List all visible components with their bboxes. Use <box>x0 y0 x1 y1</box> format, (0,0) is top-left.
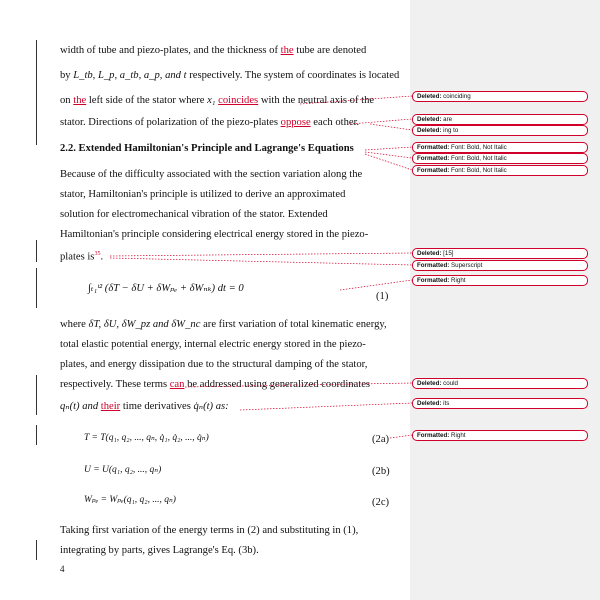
equation-2b: U = U(q₁, q₂, ..., qₙ) <box>84 465 162 475</box>
page-number: 4 <box>60 564 65 574</box>
revision-balloon[interactable]: Deleted: coinciding <box>412 91 588 102</box>
inline-math: x₁ <box>207 95 216 106</box>
text-line: where δT, δU, δW_pz and δW_nc are first variation of total kinematic energy, <box>60 319 387 330</box>
markup-margin-pane <box>410 0 600 600</box>
text-line: stator, Hamiltonian's principle is utilized to derive an approximated <box>60 189 346 200</box>
text-line: integrating by parts, gives Lagrange's Eq. (3b). <box>60 545 259 556</box>
text-line: width of tube and piezo-plates, and the thickness of the tube are denoted <box>60 45 367 56</box>
change-bar <box>36 540 37 560</box>
change-bar <box>36 375 37 415</box>
revision-balloon[interactable]: Formatted: Right <box>412 275 588 286</box>
change-bar <box>36 268 37 308</box>
text-line: plates $is^{35}$. <box>60 251 104 263</box>
text-line: respectively. These terms can be addressed using generalized coordinates <box>60 379 371 390</box>
revision-balloon[interactable]: Formatted: Font: Bold, Not Italic <box>412 165 588 176</box>
text-line: by L_tb, L_p, a_tb, a_p, and t respectively. The system of coordinates is located <box>60 70 400 81</box>
equation-2c: Wₚₑ = Wₚₑ(q₁, q₂, ..., qₙ) <box>84 495 176 505</box>
text-line: total elastic potential energy, internal electric energy stored in the piezo- <box>60 339 366 350</box>
inline-math: q̇ₙ(t) as: <box>193 401 229 412</box>
change-bar <box>36 40 37 145</box>
revision-balloon[interactable]: Formatted: Superscript <box>412 260 588 271</box>
equation-number: (2c) <box>372 497 390 508</box>
change-bar <box>36 240 37 262</box>
text-line: plates, and energy dissipation due to the structural damping of the stator, <box>60 359 368 370</box>
revision-balloon[interactable]: Formatted: Right <box>412 430 588 441</box>
equation-number: (2b) <box>372 466 390 477</box>
revision-balloon[interactable]: Deleted: ing to <box>412 125 588 136</box>
revision-balloon[interactable]: Deleted: [15] <box>412 248 588 259</box>
text-line: stator. Directions of polarization of the piezo-plates oppose each other. <box>60 117 360 128</box>
inline-math: L_tb, L_p, a_tb, a_p, and t <box>73 70 187 81</box>
change-bar <box>36 425 37 445</box>
text-line: Because of the difficulty associated with the section variation along the <box>60 169 363 180</box>
equation-1: ∫ₜ₁ᵗ² (δT − δU + δWₚₑ + δWₙₖ) dt = 0 <box>88 283 244 294</box>
revision-balloon[interactable]: Deleted: its <box>412 398 588 409</box>
revision-balloon[interactable]: Formatted: Font: Bold, Not Italic <box>412 142 588 153</box>
revision-balloon[interactable]: Formatted: Font: Bold, Not Italic <box>412 153 588 164</box>
text-line: on the left side of the stator where x₁ coincides with the neutral axis of the <box>60 95 375 106</box>
equation-2a: T = T(q₁, q₂, ..., qₙ, q̇₁, q̇₂, ..., q̇ₙ) <box>84 433 209 443</box>
inline-math: qₙ(t) and <box>60 401 99 412</box>
text-line: Taking first variation of the energy terms in (2) and substituting in (1), <box>60 525 359 536</box>
text-line: qₙ(t) and their time derivatives q̇ₙ(t) as: <box>60 401 229 412</box>
text-line: Hamiltonian's principle considering electrical energy stored in the piezo- <box>60 229 369 240</box>
revision-balloon[interactable]: Deleted: could <box>412 378 588 389</box>
text-line: solution for electromechanical vibration of the stator. Extended <box>60 209 328 220</box>
section-heading: 2.2. Extended Hamiltonian's Principle and Lagrange's Equations <box>60 143 354 154</box>
equation-number: (2a) <box>372 434 390 445</box>
inline-math: δT, δU, δW_pz and δW_nc <box>88 319 201 330</box>
equation-number: (1) <box>376 291 389 302</box>
revision-balloon[interactable]: Deleted: are <box>412 114 588 125</box>
